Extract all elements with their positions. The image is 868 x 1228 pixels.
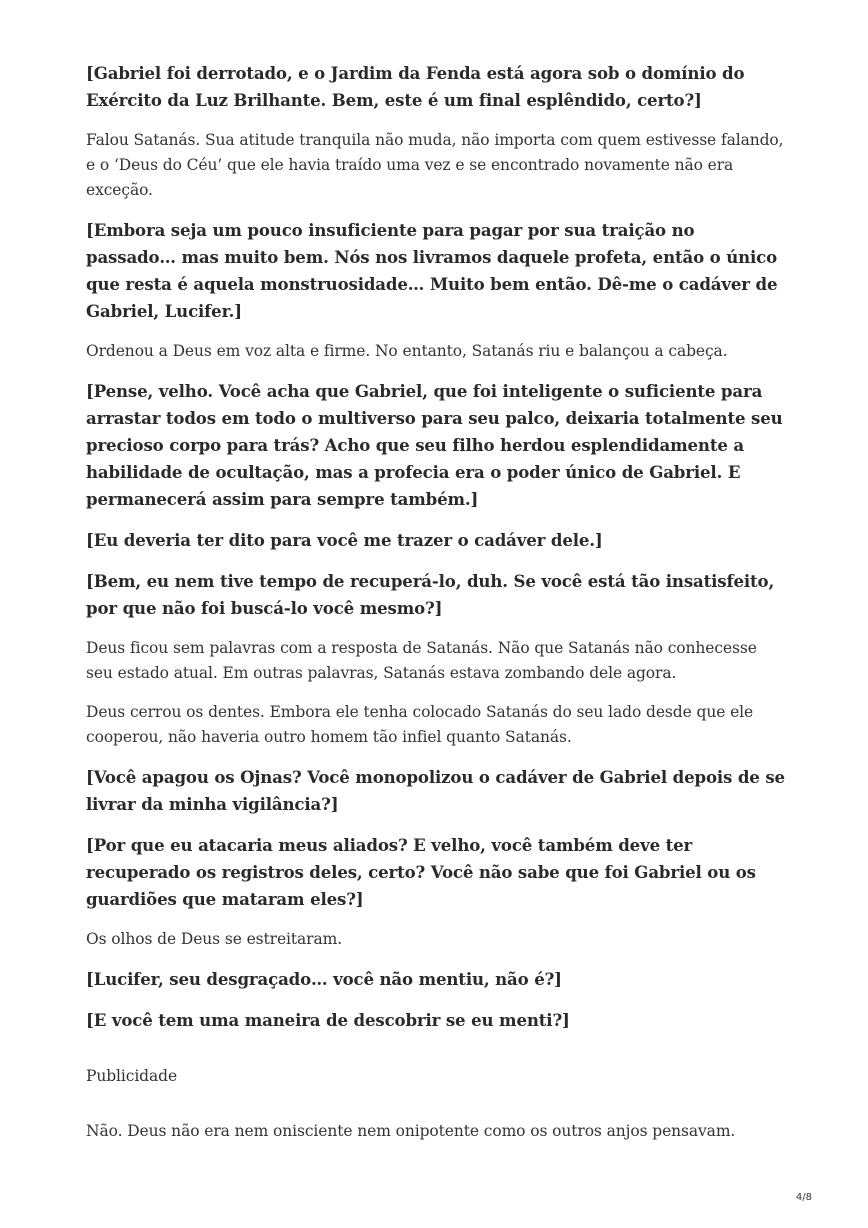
paragraph-dialogue-8: [Lucifer, seu desgraçado… você não mentiu, não é?] <box>86 969 562 989</box>
paragraph-dialogue-2: [Embora seja um pouco insuficiente para pagar por sua traição no passado… mas muito bem. Nós nos livramos daquele profeta, então o único que resta é aquela monstruosidade… Muito bem então. Dê-me o cadáver de Gabriel, Lucifer.] <box>86 220 778 321</box>
paragraph-narration-5: Os olhos de Deus se estreitaram. <box>86 930 343 948</box>
document-body <box>86 60 786 1144</box>
paragraph-dialogue-5: [Bem, eu nem tive tempo de recuperá-lo, duh. Se você está tão insatisfeito, por que não foi buscá-lo você mesmo?] <box>86 571 775 618</box>
paragraph-dialogue-6: [Você apagou os Ojnas? Você monopolizou o cadáver de Gabriel depois de se livrar da minha vigilância?] <box>86 767 785 814</box>
paragraph-narration-2: Ordenou a Deus em voz alta e firme. No entanto, Satanás riu e balançou a cabeça. <box>86 342 728 360</box>
paragraph-dialogue-4: [Eu deveria ter dito para você me trazer o cadáver dele.] <box>86 530 603 550</box>
paragraph-dialogue-1: [Gabriel foi derrotado, e o Jardim da Fenda está agora sob o domínio do Exército da Luz Brilhante. Bem, este é um final esplêndido, certo?] <box>86 63 745 110</box>
paragraph-dialogue-7: [Por que eu atacaria meus aliados? E velho, você também deve ter recuperado os registros deles, certo? Você não sabe que foi Gabriel ou os guardiões que mataram eles?] <box>86 835 756 909</box>
paragraph-narration-6: Não. Deus não era nem onisciente nem onipotente como os outros anjos pensavam. <box>86 1122 736 1140</box>
page-number: 4/8 <box>795 1192 812 1203</box>
paragraph-dialogue-9: [E você tem uma maneira de descobrir se eu menti?] <box>86 1010 570 1030</box>
paragraph-narration-3: Deus ficou sem palavras com a resposta de Satanás. Não que Satanás não conhecesse seu estado atual. Em outras palavras, Satanás estava zombando dele agora. <box>86 639 757 682</box>
paragraph-narration-1: Falou Satanás. Sua atitude tranquila não muda, não importa com quem estivesse falando, e o ‘Deus do Céu’ que ele havia traído uma vez e se encontrado novamente não era exceção. <box>86 131 784 199</box>
paragraph-dialogue-3: [Pense, velho. Você acha que Gabriel, que foi inteligente o suficiente para arrastar todos em todo o multiverso para seu palco, deixaria totalmente seu precioso corpo para trás? Acho que seu filho herdou esplendidamente a habilidade de ocultação, mas a profecia era o poder único de Gabriel. E permanecerá assim para sempre também.] <box>86 381 783 509</box>
advertisement-label: Publicidade <box>86 1067 178 1085</box>
paragraph-narration-4: Deus cerrou os dentes. Embora ele tenha colocado Satanás do seu lado desde que ele cooperou, não haveria outro homem tão infiel quanto Satanás. <box>86 703 754 746</box>
